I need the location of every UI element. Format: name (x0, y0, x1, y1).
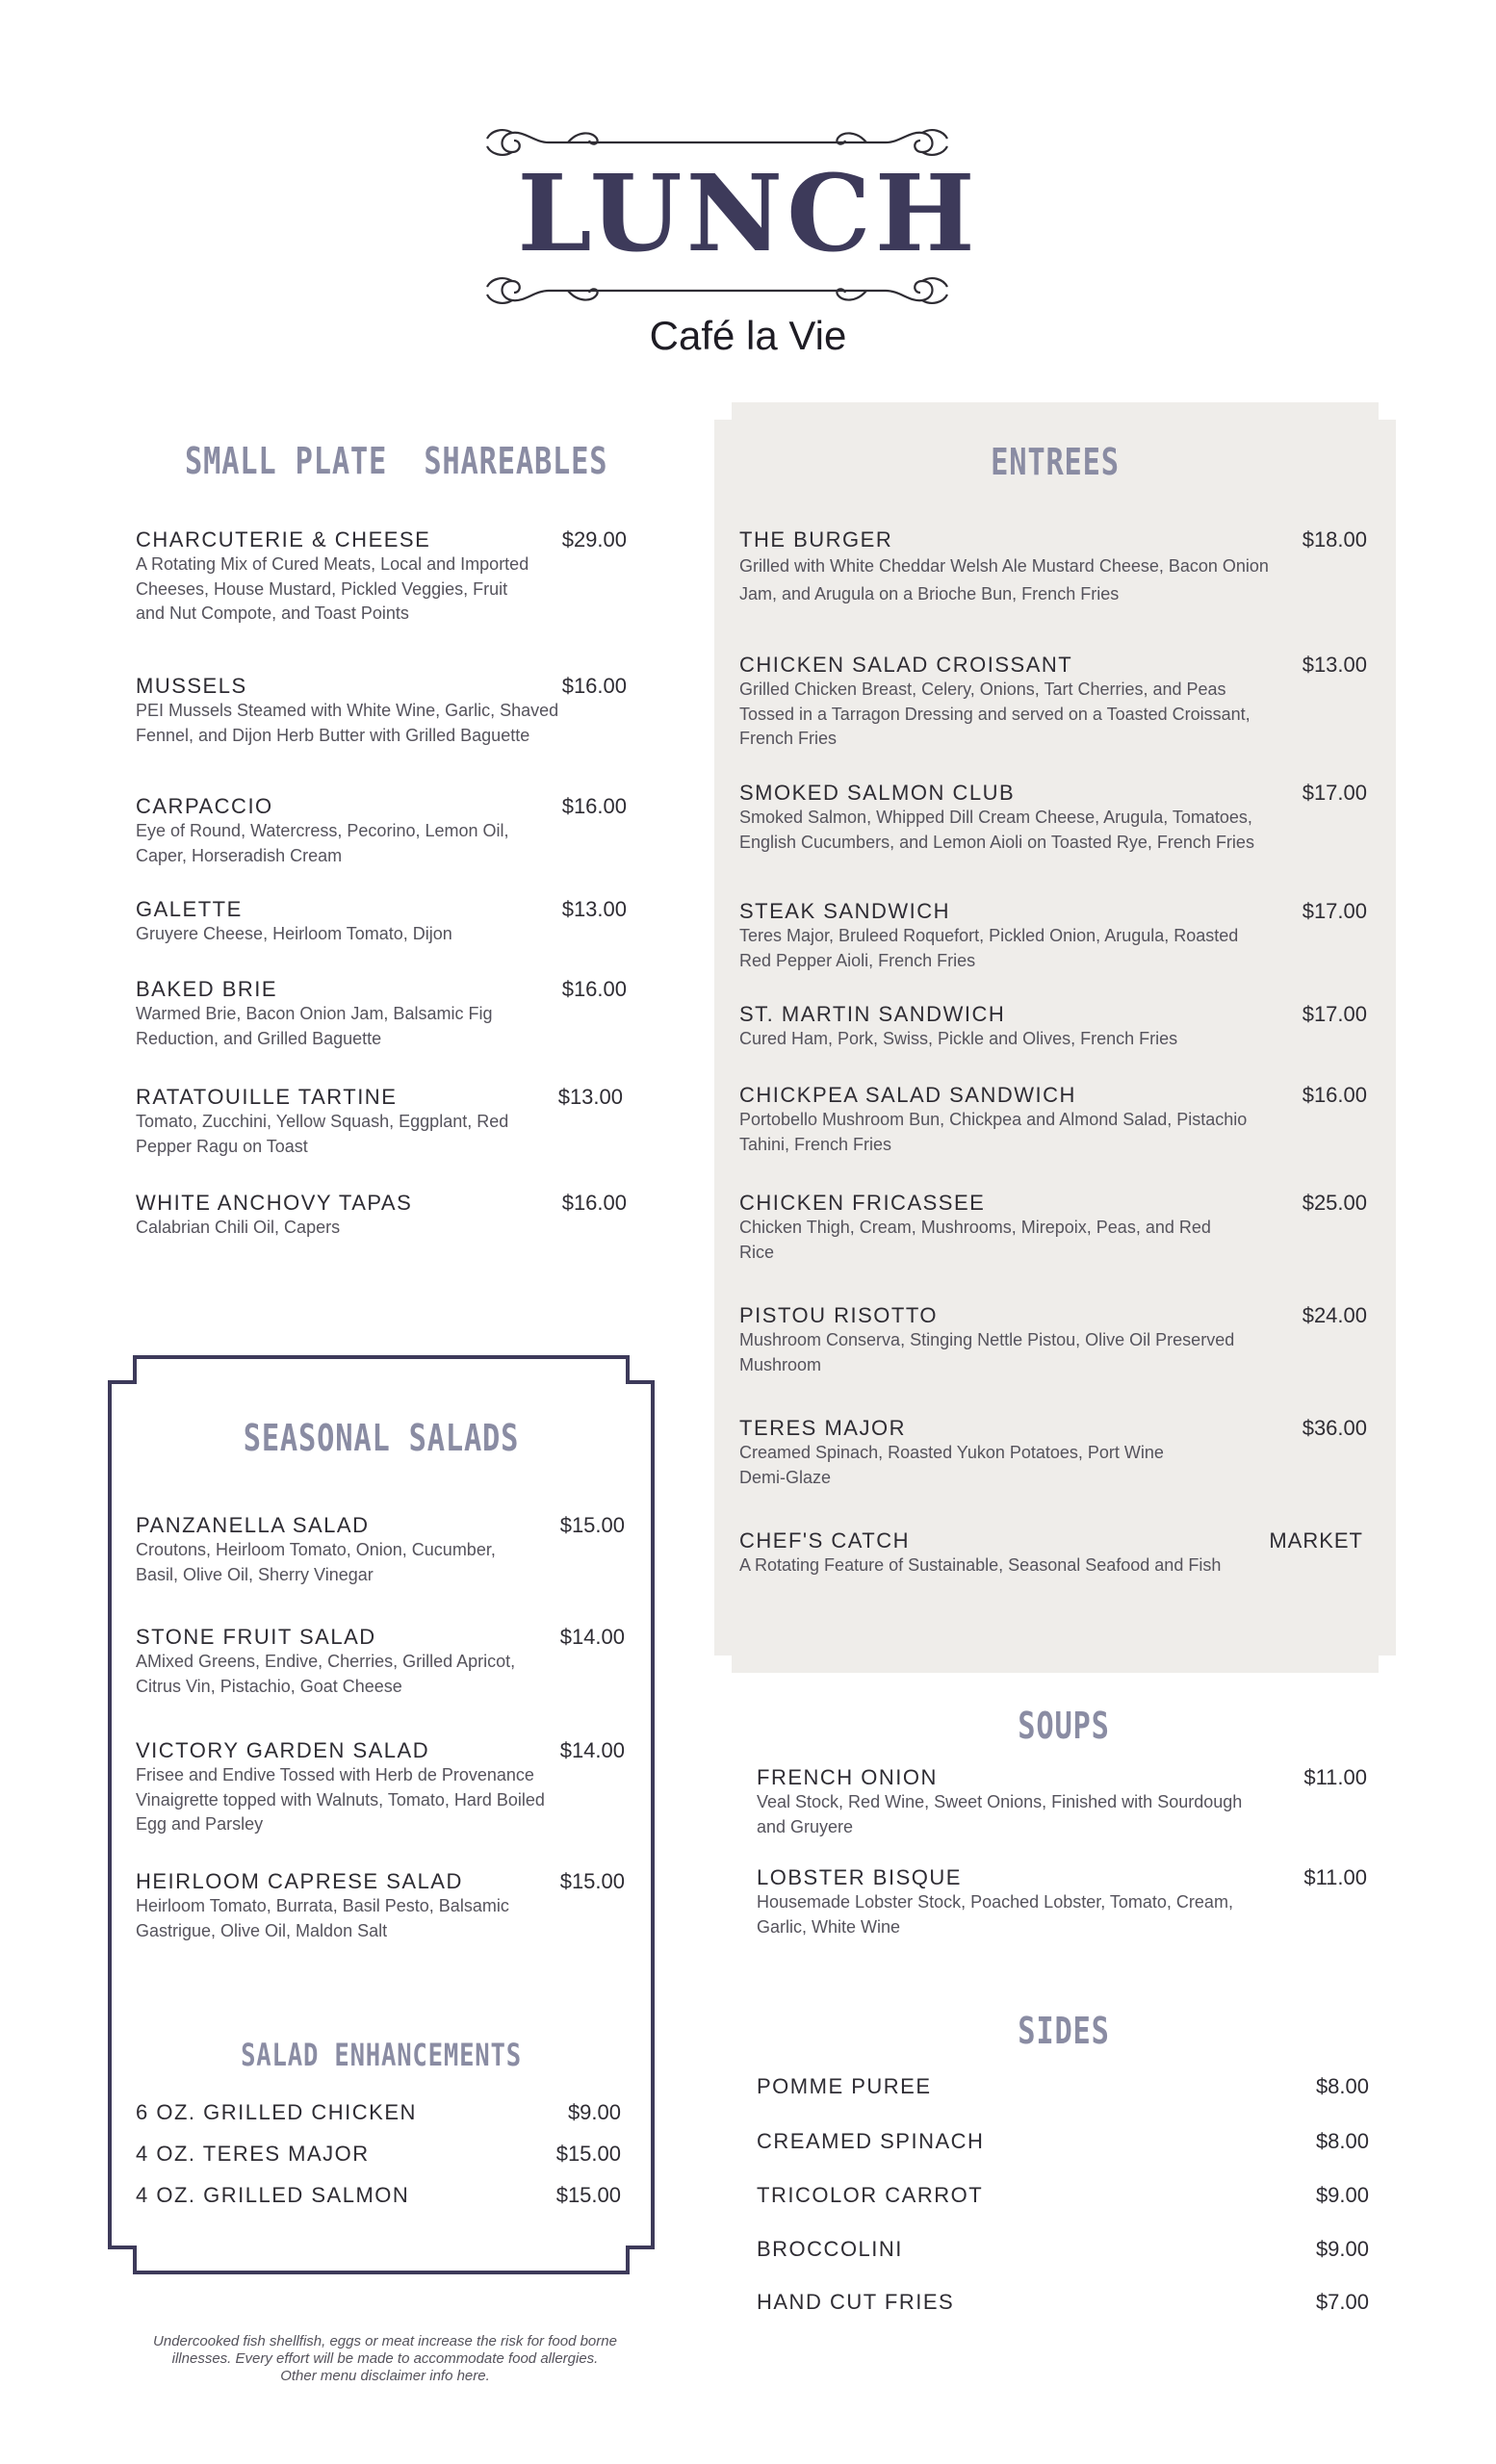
menu-item (757, 2074, 1369, 2099)
item-price: $24.00 (1302, 1303, 1367, 1327)
menu-item (739, 1191, 1367, 1265)
item-name: CARPACCIO (136, 794, 273, 818)
item-price: $25.00 (1302, 1191, 1367, 1215)
menu-item (739, 1002, 1367, 1052)
item-name: VICTORY GARDEN SALAD (136, 1738, 430, 1762)
item-desc: AMixed Greens, Endive, Cherries, Grilled Apricot, Citrus Vin, Pistachio, Goat Cheese (136, 1652, 516, 1696)
menu-item (136, 1191, 627, 1241)
item-desc: Tomato, Zucchini, Yellow Squash, Eggplant, Red Pepper Ragu on Toast (136, 1112, 509, 1156)
item-desc: Grilled with White Cheddar Welsh Ale Mustard Cheese, Bacon Onion Jam, and Arugula on a Brioche Bun, French Fries (739, 556, 1269, 603)
item-price: $15.00 (555, 2183, 621, 2207)
heading-salad-enhancements: SALAD ENHANCEMENTS (241, 2037, 522, 2073)
item-name: GALETTE (136, 897, 243, 921)
item-name: STONE FRUIT SALAD (136, 1625, 376, 1649)
item-price: $17.00 (1302, 899, 1367, 923)
heading-soups: SOUPS (1018, 1705, 1110, 1747)
item-name: MUSSELS (136, 674, 247, 698)
item-desc: Eye of Round, Watercress, Pecorino, Lemon Oil, Caper, Horseradish Cream (136, 821, 509, 865)
heading-sides: SIDES (1018, 2010, 1110, 2052)
item-price: $7.00 (1315, 2290, 1369, 2314)
item-desc: Smoked Salmon, Whipped Dill Cream Cheese, Arugula, Tomatoes, English Cucumbers, and Lemon Aioli on Toasted Rye, French Fries (739, 808, 1254, 852)
menu-item (136, 2183, 621, 2208)
menu-item (757, 1765, 1367, 1839)
item-price: $9.00 (1315, 2237, 1369, 2261)
item-desc: Teres Major, Bruleed Roquefort, Pickled Onion, Arugula, Roasted Red Pepper Aioli, French Fries (739, 926, 1239, 970)
item-desc: Frisee and Endive Tossed with Herb de Provenance Vinaigrette topped with Walnuts, Tomato, Hard Boiled Egg and Parsley (136, 1765, 545, 1834)
menu-item (739, 1528, 1367, 1578)
menu-item (136, 527, 627, 627)
item-price: $13.00 (1302, 653, 1367, 677)
menu-item (136, 977, 627, 1051)
item-name: CREAMED SPINACH (757, 2129, 985, 2153)
item-price: MARKET (1269, 1528, 1363, 1553)
item-desc: A Rotating Mix of Cured Meats, Local and Imported Cheeses, House Mustard, Pickled Veggies, Fruit and Nut Compote, and Toast Points (136, 554, 529, 623)
item-name: CHARCUTERIE & CHEESE (136, 527, 431, 552)
cafe-name: Café la Vie (649, 313, 847, 358)
item-desc: PEI Mussels Steamed with White Wine, Garlic, Shaved Fennel, and Dijon Herb Butter with Grilled Baguette (136, 701, 559, 745)
menu-item (136, 2100, 621, 2125)
menu-item (757, 2129, 1369, 2154)
item-name: ST. MARTIN SANDWICH (739, 1002, 1006, 1026)
heading-seasonal-salads: SEASONAL SALADS (243, 1417, 520, 1459)
item-price: $9.00 (567, 2100, 621, 2124)
item-name: CHICKPEA SALAD SANDWICH (739, 1083, 1076, 1107)
menu-item (739, 899, 1367, 973)
item-name: BROCCOLINI (757, 2237, 903, 2261)
item-price: $18.00 (1302, 527, 1367, 552)
item-price: $14.00 (559, 1625, 625, 1649)
item-price: $9.00 (1315, 2183, 1369, 2207)
item-price: $13.00 (557, 1085, 623, 1109)
item-desc: Creamed Spinach, Roasted Yukon Potatoes, Port Wine Demi-Glaze (739, 1443, 1164, 1487)
menu-item (757, 2183, 1369, 2208)
menu-item (757, 2290, 1369, 2315)
item-desc: Housemade Lobster Stock, Poached Lobster, Tomato, Cream, Garlic, White Wine (757, 1892, 1233, 1937)
disclaimer-line: Undercooked fish shellfish, eggs or meat increase the risk for food borne (153, 2333, 617, 2349)
menu-item (739, 527, 1367, 608)
item-price: $16.00 (561, 794, 627, 818)
menu-item (136, 674, 627, 748)
bottom-ornament (481, 271, 953, 310)
item-name: FRENCH ONION (757, 1765, 938, 1789)
menu-item (136, 1869, 625, 1943)
item-price: $36.00 (1302, 1416, 1367, 1440)
allergy-disclaimer (106, 2333, 664, 2385)
menu-item (757, 1865, 1367, 1939)
item-name: SMOKED SALMON CLUB (739, 781, 1016, 805)
item-desc: Warmed Brie, Bacon Onion Jam, Balsamic Fig Reduction, and Grilled Baguette (136, 1004, 493, 1048)
item-price: $15.00 (559, 1869, 625, 1893)
item-name: STEAK SANDWICH (739, 899, 951, 923)
item-price: $8.00 (1315, 2074, 1369, 2098)
item-price: $15.00 (555, 2142, 621, 2166)
menu-item (757, 2237, 1369, 2262)
item-price: $16.00 (1302, 1083, 1367, 1107)
heading-small-plates: SMALL PLATE SHAREABLES (185, 440, 608, 482)
menu-item (136, 1085, 627, 1159)
item-name: HAND CUT FRIES (757, 2290, 955, 2314)
item-name: CHEF'S CATCH (739, 1528, 911, 1553)
item-name: CHICKEN SALAD CROISSANT (739, 653, 1073, 677)
item-price: $17.00 (1302, 781, 1367, 805)
menu-item (136, 2142, 621, 2167)
menu-item (136, 1625, 625, 1699)
menu-item (739, 1083, 1367, 1157)
item-price: $8.00 (1315, 2129, 1369, 2153)
item-price: $16.00 (561, 1191, 627, 1215)
item-price: $13.00 (561, 897, 627, 921)
menu-item (739, 781, 1367, 855)
item-name: 4 OZ. GRILLED SALMON (136, 2183, 410, 2207)
disclaimer-line: Other menu disclaimer info here. (280, 2368, 490, 2384)
item-name: 6 OZ. GRILLED CHICKEN (136, 2100, 417, 2124)
item-name: THE BURGER (739, 527, 893, 552)
item-price: $11.00 (1303, 1765, 1367, 1789)
item-price: $11.00 (1303, 1865, 1367, 1889)
menu-item (136, 1738, 625, 1837)
menu-item (739, 1303, 1367, 1377)
item-price: $29.00 (561, 527, 627, 552)
menu-item (136, 794, 627, 868)
item-price: $14.00 (559, 1738, 625, 1762)
item-desc: Grilled Chicken Breast, Celery, Onions, Tart Cherries, and Peas Tossed in a Tarragon Dressing and served on a Toasted Croissant, French Fries (739, 680, 1251, 748)
item-price: $17.00 (1302, 1002, 1367, 1026)
menu-item (136, 1513, 625, 1587)
item-name: 4 OZ. TERES MAJOR (136, 2142, 370, 2166)
item-desc: Veal Stock, Red Wine, Sweet Onions, Finished with Sourdough and Gruyere (757, 1792, 1243, 1836)
menu-title: LUNCH (517, 151, 979, 275)
item-price: $16.00 (561, 674, 627, 698)
item-name: CHICKEN FRICASSEE (739, 1191, 986, 1215)
menu-item (136, 897, 627, 947)
disclaimer-line: illnesses. Every effort will be made to accommodate food allergies. (171, 2350, 599, 2367)
item-desc: Chicken Thigh, Cream, Mushrooms, Mirepoix, Peas, and Red Rice (739, 1218, 1211, 1262)
item-name: BAKED BRIE (136, 977, 278, 1001)
item-desc: Gruyere Cheese, Heirloom Tomato, Dijon (136, 924, 452, 943)
item-desc: Heirloom Tomato, Burrata, Basil Pesto, Balsamic Gastrigue, Olive Oil, Maldon Salt (136, 1896, 509, 1940)
heading-entrees: ENTREES (991, 441, 1120, 483)
menu-item (739, 653, 1367, 752)
item-name: POMME PUREE (757, 2074, 932, 2098)
item-desc: Cured Ham, Pork, Swiss, Pickle and Olives, French Fries (739, 1029, 1178, 1048)
item-name: TRICOLOR CARROT (757, 2183, 984, 2207)
item-desc: Mushroom Conserva, Stinging Nettle Pistou, Olive Oil Preserved Mushroom (739, 1330, 1235, 1374)
item-name: WHITE ANCHOVY TAPAS (136, 1191, 413, 1215)
item-price: $16.00 (561, 977, 627, 1001)
item-name: TERES MAJOR (739, 1416, 906, 1440)
item-name: PANZANELLA SALAD (136, 1513, 370, 1537)
item-price: $15.00 (559, 1513, 625, 1537)
menu-item (739, 1416, 1367, 1490)
item-desc: A Rotating Feature of Sustainable, Seasonal Seafood and Fish (739, 1555, 1222, 1575)
item-name: LOBSTER BISQUE (757, 1865, 962, 1889)
item-desc: Calabrian Chili Oil, Capers (136, 1218, 341, 1237)
item-name: PISTOU RISOTTO (739, 1303, 938, 1327)
item-desc: Portobello Mushroom Bun, Chickpea and Almond Salad, Pistachio Tahini, French Fries (739, 1110, 1248, 1154)
item-desc: Croutons, Heirloom Tomato, Onion, Cucumber, Basil, Olive Oil, Sherry Vinegar (136, 1540, 496, 1584)
item-name: RATATOUILLE TARTINE (136, 1085, 398, 1109)
item-name: HEIRLOOM CAPRESE SALAD (136, 1869, 463, 1893)
